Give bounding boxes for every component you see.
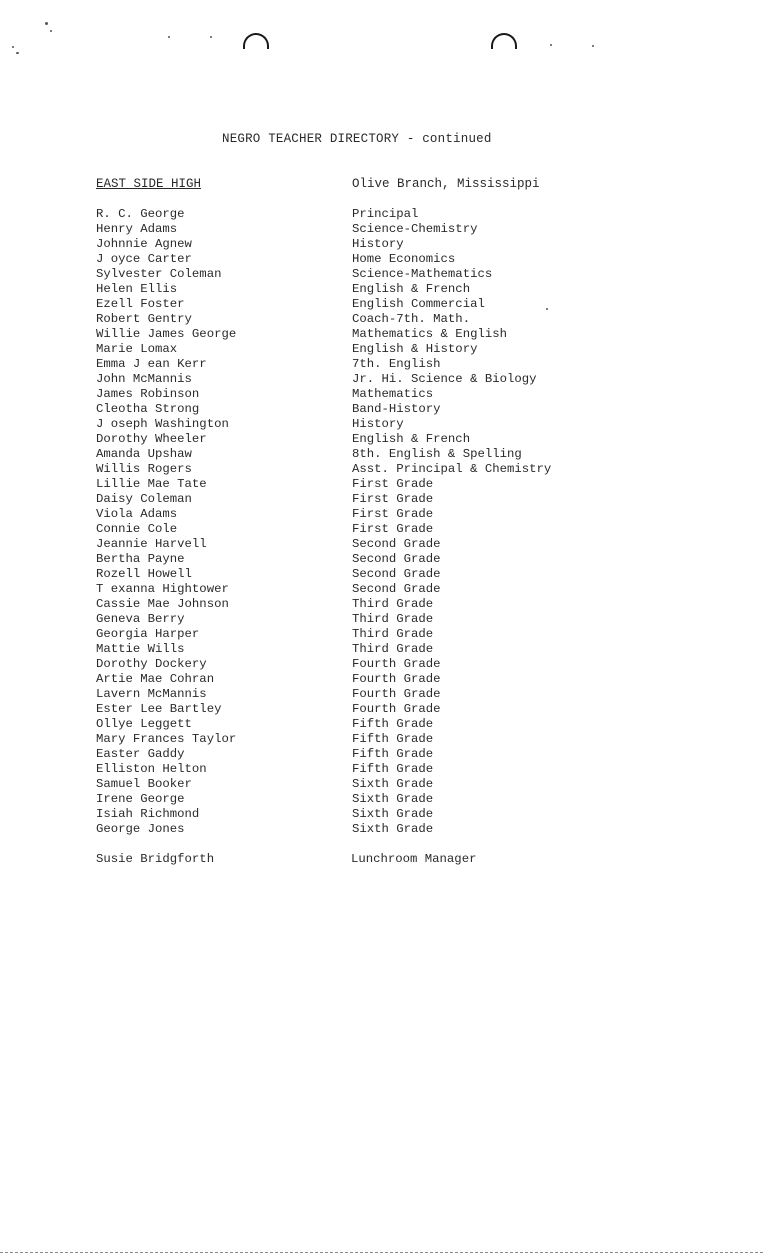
- teacher-position: Coach-7th. Math.: [352, 312, 471, 326]
- teacher-name: Samuel Booker: [96, 777, 192, 791]
- scan-speck: [50, 30, 52, 32]
- teacher-name: Willis Rogers: [96, 462, 192, 476]
- teacher-name: Cassie Mae Johnson: [96, 597, 229, 611]
- teacher-name: Mattie Wills: [96, 642, 185, 656]
- teacher-name: Cleotha Strong: [96, 402, 200, 416]
- teacher-name: Irene George: [96, 792, 185, 806]
- teacher-name: Daisy Coleman: [96, 492, 192, 506]
- location-heading: Olive Branch, Mississippi: [352, 177, 540, 191]
- teacher-position: History: [352, 237, 404, 251]
- teacher-position: Jr. Hi. Science & Biology: [352, 372, 537, 386]
- teacher-name: Isiah Richmond: [96, 807, 200, 821]
- teacher-name: Helen Ellis: [96, 282, 178, 296]
- school-name-heading: EAST SIDE HIGH: [96, 177, 202, 191]
- teacher-position: Second Grade: [352, 567, 441, 581]
- teacher-position: Fifth Grade: [352, 732, 434, 746]
- teacher-position: Sixth Grade: [352, 792, 434, 806]
- teacher-position: Fifth Grade: [352, 762, 434, 776]
- scan-speck: [592, 45, 594, 47]
- teacher-name: Marie Lomax: [96, 342, 178, 356]
- teacher-names-list: [96, 207, 236, 837]
- scan-speck: [168, 36, 170, 38]
- teacher-position: First Grade: [352, 492, 434, 506]
- teacher-name: Artie Mae Cohran: [96, 672, 215, 686]
- teacher-name: Henry Adams: [96, 222, 178, 236]
- teacher-position: Fifth Grade: [352, 747, 434, 761]
- teacher-name: Mary Frances Taylor: [96, 732, 237, 746]
- scan-speck: [550, 44, 552, 46]
- teacher-position: Mathematics: [352, 387, 434, 401]
- teacher-name: Easter Gaddy: [96, 747, 185, 761]
- teacher-name: George Jones: [96, 822, 185, 836]
- teacher-position: Science-Chemistry: [352, 222, 478, 236]
- teacher-name: Georgia Harper: [96, 627, 200, 641]
- teacher-name: Robert Gentry: [96, 312, 192, 326]
- scan-speck: [210, 36, 212, 38]
- teacher-position: 7th. English: [352, 357, 441, 371]
- teacher-name: Viola Adams: [96, 507, 178, 521]
- teacher-position: Fourth Grade: [352, 672, 441, 686]
- teacher-position: Band-History: [352, 402, 441, 416]
- teacher-position: Sixth Grade: [352, 777, 434, 791]
- teacher-name: Lavern McMannis: [96, 687, 207, 701]
- teacher-position: Third Grade: [352, 597, 434, 611]
- teacher-position: Third Grade: [352, 627, 434, 641]
- teacher-position: Fourth Grade: [352, 702, 441, 716]
- teacher-position: Second Grade: [352, 552, 441, 566]
- teacher-name: T exanna Hightower: [96, 582, 229, 596]
- teacher-name: Connie Cole: [96, 522, 178, 536]
- scan-speck: [12, 46, 14, 48]
- teacher-name: Johnnie Agnew: [96, 237, 192, 251]
- teacher-name: R. C. George: [96, 207, 185, 221]
- scan-speck: [45, 22, 48, 25]
- teacher-name: Amanda Upshaw: [96, 447, 192, 461]
- teacher-position: Fourth Grade: [352, 657, 441, 671]
- teacher-position: Third Grade: [352, 612, 434, 626]
- teacher-name: J oyce Carter: [96, 252, 192, 266]
- teacher-name: James Robinson: [96, 387, 200, 401]
- teacher-name: Bertha Payne: [96, 552, 185, 566]
- teacher-name: Ester Lee Bartley: [96, 702, 222, 716]
- teacher-position: First Grade: [352, 507, 434, 521]
- teacher-name: Dorothy Wheeler: [96, 432, 207, 446]
- binder-hole-right: [491, 33, 517, 49]
- teacher-name: Jeannie Harvell: [96, 537, 207, 551]
- teacher-name: Emma J ean Kerr: [96, 357, 207, 371]
- teacher-name: Willie James George: [96, 327, 237, 341]
- teacher-position: Sixth Grade: [352, 822, 434, 836]
- teacher-position: Second Grade: [352, 537, 441, 551]
- teacher-name: Rozell Howell: [96, 567, 192, 581]
- teacher-name: Lillie Mae Tate: [96, 477, 207, 491]
- teacher-position: English & French: [352, 282, 471, 296]
- lunchroom-staff-position: Lunchroom Manager: [351, 852, 477, 866]
- lunchroom-staff-name: Susie Bridgforth: [96, 852, 215, 866]
- teacher-position: History: [352, 417, 404, 431]
- teacher-position: Fourth Grade: [352, 687, 441, 701]
- teacher-position: Principal: [352, 207, 419, 221]
- teacher-position: Third Grade: [352, 642, 434, 656]
- teacher-position: Mathematics & English: [352, 327, 507, 341]
- teacher-position: First Grade: [352, 477, 434, 491]
- teacher-name: Elliston Helton: [96, 762, 207, 776]
- teacher-positions-list: [352, 207, 551, 837]
- teacher-name: John McMannis: [96, 372, 192, 386]
- teacher-position: Science-Mathematics: [352, 267, 493, 281]
- teacher-position: Sixth Grade: [352, 807, 434, 821]
- scan-speck: [16, 52, 19, 54]
- page-bottom-edge: [0, 1252, 763, 1253]
- teacher-name: Geneva Berry: [96, 612, 185, 626]
- teacher-position: Asst. Principal & Chemistry: [352, 462, 552, 476]
- page-title: NEGRO TEACHER DIRECTORY - continued: [222, 132, 492, 146]
- teacher-name: J oseph Washington: [96, 417, 229, 431]
- teacher-position: English & French: [352, 432, 471, 446]
- teacher-position: 8th. English & Spelling: [352, 447, 522, 461]
- teacher-position: Second Grade: [352, 582, 441, 596]
- teacher-position: Fifth Grade: [352, 717, 434, 731]
- teacher-position: Home Economics: [352, 252, 456, 266]
- teacher-position: English Commercial: [352, 297, 485, 311]
- binder-hole-left: [243, 33, 269, 49]
- teacher-position: English & History: [352, 342, 478, 356]
- teacher-name: Ezell Foster: [96, 297, 185, 311]
- teacher-name: Sylvester Coleman: [96, 267, 222, 281]
- teacher-name: Dorothy Dockery: [96, 657, 207, 671]
- teacher-name: Ollye Leggett: [96, 717, 192, 731]
- teacher-position: First Grade: [352, 522, 434, 536]
